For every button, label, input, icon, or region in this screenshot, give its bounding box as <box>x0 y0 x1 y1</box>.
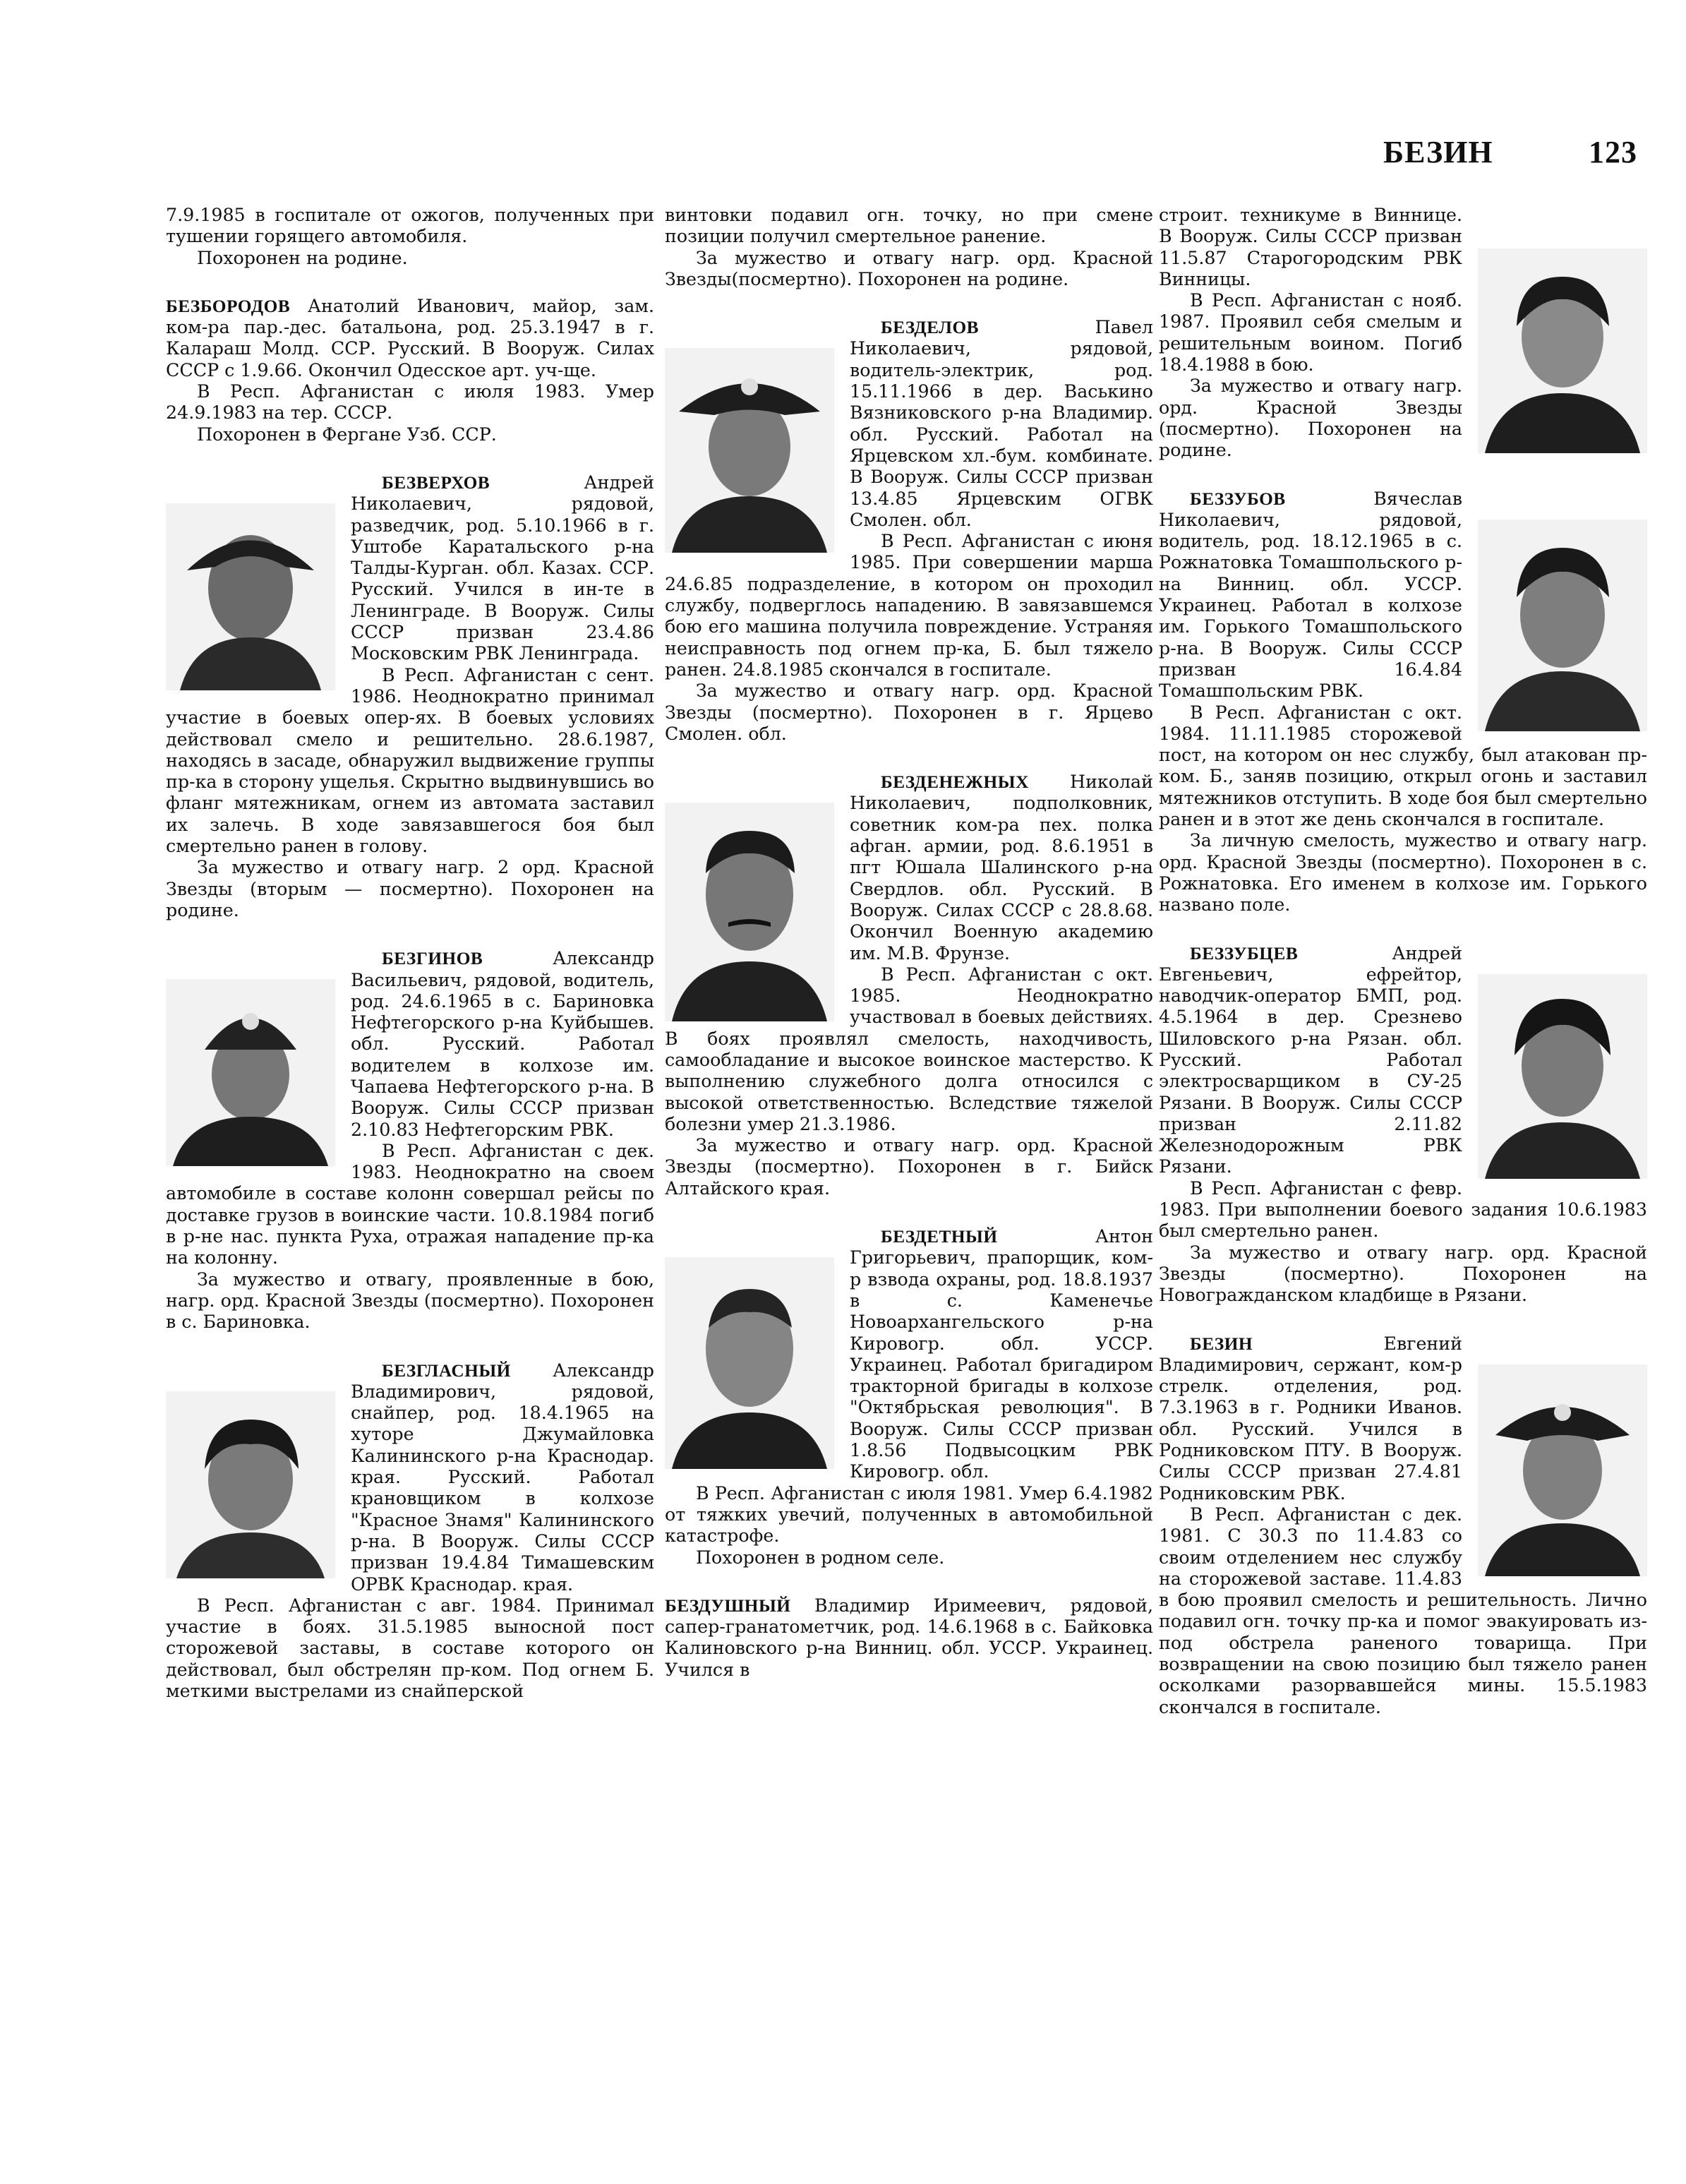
portrait-placeholder-icon <box>1478 1364 1647 1576</box>
entry-bezzubov <box>1159 488 1647 916</box>
paragraph: За мужество и отвагу нагр. орд. Красной Звезды (посмертно). Похоронен в г. Ярцево Смолен. обл. <box>665 680 1153 744</box>
entry-surname: БЕЗГЛАСНЫЙ <box>382 1360 511 1381</box>
entry-bezdetny <box>665 1226 1153 1568</box>
entry-continuation <box>166 205 654 269</box>
entry-surname: БЕЗДУШНЫЙ <box>665 1595 791 1616</box>
portrait-photo <box>166 979 335 1166</box>
entry-text: Евгений Владимирович, сержант, ком-р стрелк. отделения, род. 7.3.1963 в г. Родники Иванов. обл. Русский. Учился в Родниковском ПТУ. В Вооруж. Силы СССР призван 27.4.81 Родниковским РВК. <box>1159 1333 1462 1504</box>
paragraph: Похоронен в родном селе. <box>696 1547 945 1568</box>
entry-surname: БЕЗИН <box>1190 1333 1253 1354</box>
paragraph: Похоронен на родине. <box>197 247 408 268</box>
entry-bezzubtsev <box>1159 943 1647 1307</box>
entry-surname: БЕЗДЕТНЫЙ <box>881 1227 998 1247</box>
portrait-placeholder-icon <box>1478 248 1647 453</box>
portrait-photo <box>665 1257 834 1469</box>
entry-text: Андрей Евгеньевич, ефрейтор, наводчик-оператор БМП, род. 4.5.1964 в дер. Срезнево Шиловского р-на Рязан. обл. Русский. Работал электросварщиком в СУ-25 Рязани. В Вооруж. Силы СССР призван 2.11.82 Железнодорожным РВК Рязани. <box>1159 942 1462 1177</box>
portrait-photo <box>665 803 834 1021</box>
entry-surname: БЕЗДЕЛОВ <box>881 318 980 338</box>
paragraph: За мужество и отвагу нагр. орд. Красной Звезды (посмертно). Похоронен на родине. <box>1159 376 1462 461</box>
entry-lead <box>665 1595 1153 1681</box>
entry-continuation <box>1159 205 1647 462</box>
paragraph: За мужество и отвагу нагр. орд. Красной Звезды (посмертно). Похоронен на Новогражданском кладбище в Рязани. <box>1159 1242 1647 1306</box>
portrait-placeholder-icon <box>166 979 335 1166</box>
paragraph: В Респ. Афганистан с нояб. 1987. Проявил себя смелым и решительным воином. Погиб 18.4.1988 в бою. <box>1159 290 1462 376</box>
paragraph: В Респ. Афганистан с февр. 1983. При выполнении боевого задания 10.6.1983 был смертельно ранен. <box>1159 1177 1647 1242</box>
column-3 <box>1159 205 1647 2125</box>
portrait-photo <box>665 348 834 553</box>
entry-text: Антон Григорьевич, прапорщик, ком-р взвода охраны, род. 18.8.1937 в с. Каменечье Новоархангельского р-на Кировогр. обл. УССР. Украинец. Работал бригадиром тракторной бригады в колхозе "Октябрьская революция". В Вооруж. Силы СССР призван 1.8.56 Подвысоцким РВК Кировогр. обл. <box>850 1226 1153 1482</box>
entry-bezin <box>1159 1333 1647 1718</box>
paragraph: винтовки подавил огн. точку, но при смене позиции получил смертельное ранение. <box>665 205 1153 247</box>
entry-bezdelov <box>665 317 1153 745</box>
paragraph: За личную смелость, мужество и отвагу нагр. орд. Красной Звезды (посмертно). Похоронен в с. Рожнатовка. Его именем в колхозе им. Горького названо поле. <box>1159 830 1647 916</box>
paragraph: В Респ. Афганистан с дек. 1983. Неоднократно на своем автомобиле в составе колонн совершал рейсы по доставке грузов в воинские части. 10.8.1984 погиб в р-не нас. пункта Руха, отражая нападение пр-ка на колонну. <box>166 1140 654 1268</box>
entry-bezborodov <box>166 296 654 445</box>
entry-lead <box>166 296 654 381</box>
entry-surname: БЕЗДЕНЕЖНЫХ <box>881 772 1029 793</box>
paragraph: В Респ. Афганистан с июля 1983. Умер 24.9.1983 на тер. СССР. <box>166 381 654 424</box>
entry-text: Владимир Иримеевич, рядовой, сапер-гранатометчик, род. 14.6.1968 в с. Байковка Калиновского р-на Винниц. обл. УССР. Украинец. Учился в <box>665 1595 1153 1680</box>
portrait-photo <box>1478 248 1647 453</box>
entry-bezdushny <box>665 1595 1153 1681</box>
portrait-placeholder-icon <box>166 503 335 690</box>
paragraph: Похоронен в Фергане Узб. ССР. <box>197 424 497 445</box>
paragraph: За мужество и отвагу нагр. орд. Красной Звезды(посмертно). Похоронен на родине. <box>665 247 1153 289</box>
paragraph: В Респ. Афганистан с сент. 1986. Неоднократно принимал участие в боевых опер-ях. В боевых условиях действовал смело и решительно. 28.6.1987, находясь в засаде, обнаружил выдвижение группы пр-ка в сторону ущелья. Скрытно выдвинувшись во фланг мятежникам, огнем из автомата заставил их залечь. В ходе завязавшегося боя был смертельно ранен в голову. <box>166 664 654 857</box>
entry-bezginov <box>166 948 654 1333</box>
column-2 <box>665 205 1153 2125</box>
portrait-photo <box>166 503 335 690</box>
entry-surname: БЕЗВЕРХОВ <box>382 472 490 493</box>
paragraph: За мужество и отвагу нагр. орд. Красной Звезды (посмертно). Похоронен в г. Бийск Алтайского края. <box>665 1135 1153 1199</box>
entry-bezdenezhnykh <box>665 772 1153 1199</box>
entry-continuation <box>665 205 1153 290</box>
entry-text: Вячеслав Николаевич, рядовой, водитель, род. 18.12.1965 в с. Рожнатовка Томашпольского р-на Винниц. обл. УССР. Украинец. Работал в колхозе им. Горького Томашпольского р-на. В Вооруж. Силы СССР призван 16.4.84 Томашпольским РВК. <box>1159 488 1462 702</box>
portrait-photo <box>166 1391 335 1578</box>
paragraph: В Респ. Афганистан с окт. 1984. 11.11.1985 сторожевой пост, на котором он нес службу, был атакован пр-ком. Б., заняв позицию, открыл огонь и заставил мятежников отступить. В ходе боя был смертельно ранен и в этот же день скончался в госпитале. <box>1159 702 1647 830</box>
portrait-placeholder-icon <box>166 1391 335 1578</box>
entry-bezverkhov <box>166 472 654 921</box>
entry-text: Андрей Николаевич, рядовой, разведчик, род. 5.10.1966 в г. Уштобе Каратальского р-на Талды-Курган. обл. Казах. ССР. Русский. Учился в ин-те в Ленинграде. В Вооруж. Силы СССР призван 23.4.86 Московским РВК Ленинграда. <box>351 472 654 664</box>
portrait-placeholder-icon <box>1478 520 1647 731</box>
paragraph: строит. техникуме в Виннице. В Вооруж. Силы СССР призван 11.5.87 Старогородским РВК Винницы. <box>1159 205 1462 289</box>
portrait-placeholder-icon <box>1478 974 1647 1179</box>
entry-surname: БЕЗЗУБОВ <box>1190 488 1286 509</box>
paragraph: В Респ. Афганистан с окт. 1985. Неоднократно участвовал в боевых действиях. В боях проявлял смелость, находчивость, самообладание и высокое воинское мастерство. К выполнению служебного долга относился с высокой ответственностью. Вследствие тяжелой болезни умер 21.3.1986. <box>665 964 1153 1134</box>
paragraph: В Респ. Афганистан с авг. 1984. Принимал участие в боях. 31.5.1985 выносной пост сторожевой заставы, в составе которого он действовал, был обстрелян пр-ком. Под огнем Б. меткими выстрелами из снайперской <box>166 1595 654 1701</box>
paragraph: В Респ. Афганистан с июля 1981. Умер 6.4.1982 от тяжких увечий, полученных в автомобильной катастрофе. <box>665 1482 1153 1547</box>
paragraph: В Респ. Афганистан с дек. 1981. С 30.3 по 11.4.83 со своим отделением нес службу на сторожевой заставе. 11.4.83 в бою проявил смелость и решительность. Лично подавил огн. точку пр-ка и помог эвакуировать из-под обстрела раненого товарища. При возвращении на свою позицию был тяжело ранен осколками разорвавшейся мины. 15.5.1983 скончался в госпитале. <box>1159 1504 1647 1717</box>
paragraph: В Респ. Афганистан с июня 1985. При совершении марша 24.6.85 подразделение, в котором он проходил службу, подверглось нападению. В завязавшемся бою его машина получила повреждение. Устраняя неисправность под огнем пр-ка, Б. был тяжело ранен. 24.8.1985 скончался в госпитале. <box>665 531 1153 680</box>
portrait-placeholder-icon <box>665 1257 834 1469</box>
portrait-placeholder-icon <box>665 803 834 1021</box>
portrait-photo <box>1478 974 1647 1179</box>
page-header <box>1383 134 1637 184</box>
entry-text: Александр Владимирович, рядовой, снайпер, род. 18.4.1965 на хуторе Джумайловка Калининского р-на Краснодар. края. Русский. Работал крановщиком в колхозе "Красное Знамя" Калининского р-на. В Вооруж. Силы СССР призван 19.4.84 Тимашевским ОРВК Краснодар. края. <box>351 1360 654 1595</box>
portrait-placeholder-icon <box>665 348 834 553</box>
paragraph: 7.9.1985 в госпитале от ожогов, полученных при тушении горящего автомобиля. <box>166 205 654 247</box>
portrait-photo <box>1478 1364 1647 1576</box>
paragraph: За мужество и отвагу, проявленные в бою, нагр. орд. Красной Звезды (посмертно). Похоронен в с. Бариновка. <box>166 1268 654 1333</box>
paragraph: За мужество и отвагу нагр. 2 орд. Красной Звезды (вторым — посмертно). Похоронен на родине. <box>166 857 654 920</box>
entry-text: Николай Николаевич, подполковник, советник ком-ра пех. полка афган. армии, род. 8.6.1951 в пгт Юшала Шалинского р-на Свердлов. обл. Русский. В Вооруж. Силах СССР с 28.8.68. Окончил Военную академию им. М.В. Фрунзе. <box>850 772 1153 964</box>
entry-text: Александр Васильевич, рядовой, водитель, род. 24.6.1965 в с. Бариновка Нефтегорского р-на Куйбышев. обл. Русский. Работал водителем в колхозе им. Чапаева Нефтегорского р-на. В Вооруж. Силы СССР призван 2.10.83 Нефтегорским РВК. <box>351 948 654 1140</box>
entry-bezglasny <box>166 1360 654 1703</box>
entry-text: Анатолий Иванович, майор, зам. ком-ра пар.-дес. батальона, род. 25.3.1947 в г. Калараш Молд. ССР. Русский. В Вооруж. Силах СССР с 1.9.66. Окончил Одесское арт. уч-ще. <box>166 295 654 380</box>
page-number: 123 <box>1589 135 1637 169</box>
entry-surname: БЕЗЗУБЦЕВ <box>1190 943 1299 964</box>
entry-surname: БЕЗГИНОВ <box>382 949 483 969</box>
entry-text: Павел Николаевич, рядовой, водитель-электрик, род. 15.11.1966 в дер. Васькино Вязниковского р-на Владимир. обл. Русский. Работал на Ярцевском хл.-бум. комбинате. В Вооруж. Силы СССР призван 13.4.85 Ярцевским ОГВК Смолен. обл. <box>850 317 1153 530</box>
entry-surname: БЕЗБОРОДОВ <box>166 296 291 316</box>
running-head: БЕЗИН <box>1383 135 1493 169</box>
column-1 <box>166 205 654 2125</box>
portrait-photo <box>1478 520 1647 731</box>
